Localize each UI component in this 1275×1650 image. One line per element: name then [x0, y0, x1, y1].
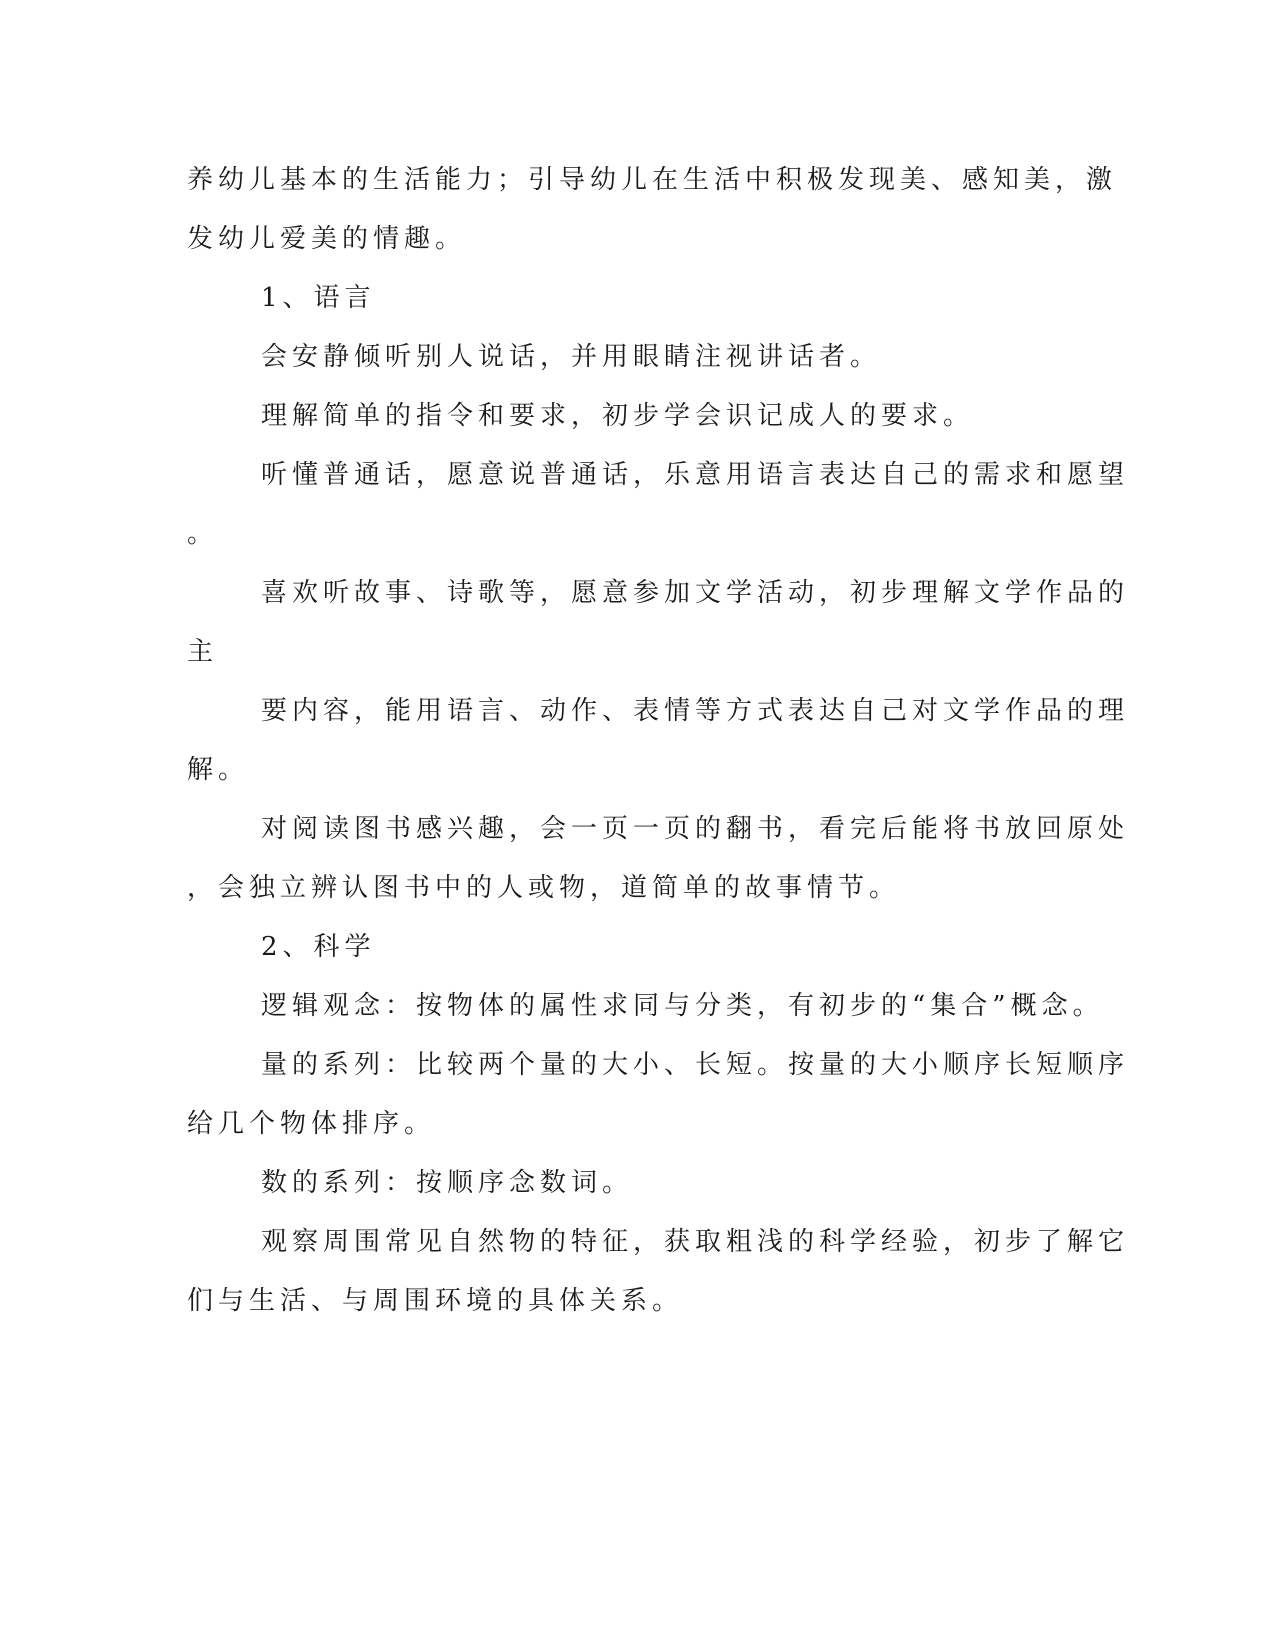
section-heading-language: 1、语言: [261, 283, 376, 313]
text-line: 主: [187, 637, 219, 667]
text-line: 解。: [187, 755, 250, 785]
text-line: 养幼儿基本的生活能力；引导幼儿在生活中积极发现美、感知美，激: [187, 165, 1118, 195]
text-line: 听懂普通话，愿意说普通话，乐意用语言表达自己的需求和愿望: [261, 460, 1130, 490]
text-line: 数的系列：按顺序念数词。: [261, 1168, 634, 1198]
text-line: ，会独立辨认图书中的人或物，道简单的故事情节。: [187, 873, 901, 903]
text-line: 理解简单的指令和要求，初步学会识记成人的要求。: [261, 401, 975, 431]
section-heading-science: 2、科学: [261, 932, 376, 962]
text-line: 逻辑观念：按物体的属性求同与分类，有初步的“集合”概念。: [261, 991, 1104, 1021]
text-line: 要内容，能用语言、动作、表情等方式表达自己对文学作品的理: [261, 696, 1130, 726]
text-line: 会安静倾听别人说话，并用眼睛注视讲话者。: [261, 342, 882, 372]
text-line: 对阅读图书感兴趣，会一页一页的翻书，看完后能将书放回原处: [261, 814, 1130, 844]
text-line: 。: [187, 519, 219, 549]
text-line: 们与生活、与周围环境的具体关系。: [187, 1286, 684, 1316]
text-line: 量的系列：比较两个量的大小、长短。按量的大小顺序长短顺序: [261, 1050, 1130, 1080]
text-line: 给几个物体排序。: [187, 1109, 436, 1139]
text-line: 发幼儿爱美的情趣。: [187, 224, 467, 254]
text-line: 观察周围常见自然物的特征，获取粗浅的科学经验，初步了解它: [261, 1227, 1130, 1257]
text-line: 喜欢听故事、诗歌等，愿意参加文学活动，初步理解文学作品的: [261, 578, 1130, 608]
